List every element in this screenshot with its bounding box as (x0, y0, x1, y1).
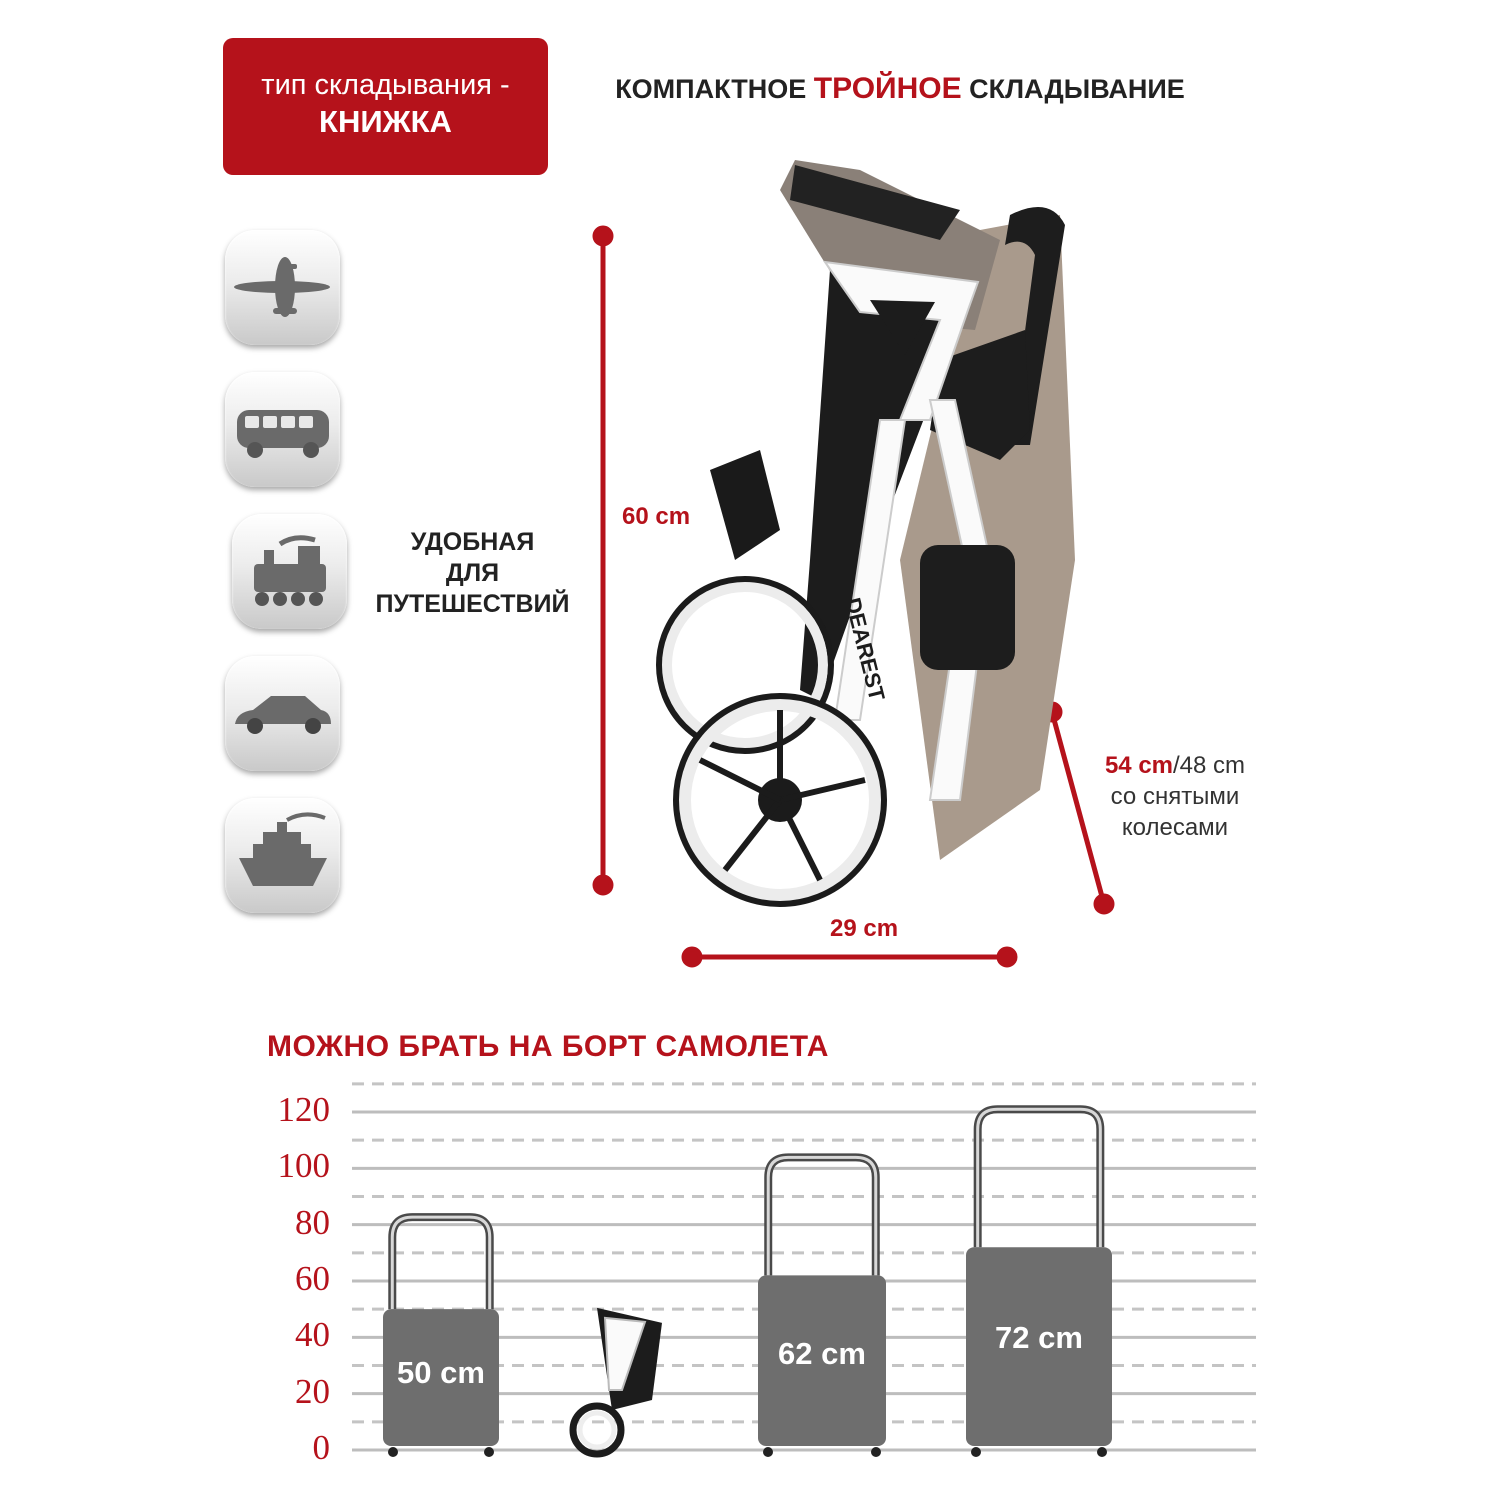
y-tick-label: 40 (295, 1315, 330, 1355)
width-label: 29 cm (830, 915, 899, 942)
y-tick-label: 120 (277, 1090, 330, 1129)
chart-title: МОЖНО БРАТЬ НА БОРТ САМОЛЕТА (267, 1030, 829, 1063)
travel-text-line3: ПУТЕШЕСТВИЙ (375, 590, 570, 618)
headline-part2: СКЛАДЫВАНИЕ (969, 74, 1185, 104)
depth-label: 54 cm (1104, 752, 1174, 779)
y-tick-label: 20 (295, 1371, 330, 1411)
suitcase-size-label: 72 cm (995, 1320, 1083, 1356)
stroller-bar (573, 1308, 662, 1454)
depth-note-line2: колесами (1121, 814, 1229, 841)
folding-type-value: КНИЖКА (319, 104, 452, 139)
suitcase-bar (966, 1109, 1112, 1457)
y-tick-label: 80 (295, 1202, 330, 1242)
headline-part1: КОМПАКТНОЕ (615, 74, 807, 104)
y-tick-label: 60 (295, 1259, 330, 1298)
height-label: 60 cm (622, 503, 691, 530)
depth-alt-label: /48 cm (1173, 752, 1246, 779)
y-tick-label: 0 (312, 1428, 330, 1467)
travel-text-line2: ДЛЯ (445, 559, 500, 587)
folding-type-label: тип складывания - (261, 69, 510, 101)
headline-accent: ТРОЙНОЕ (813, 72, 962, 105)
depth-note-line1: со снятыми (1110, 783, 1240, 810)
stroller-brand: DEAREST (840, 595, 890, 704)
suitcase-size-label: 62 cm (778, 1335, 866, 1371)
suitcase-size-label: 50 cm (397, 1354, 485, 1390)
suitcase-bar (758, 1157, 886, 1457)
y-tick-label: 100 (277, 1146, 330, 1186)
travel-text-line1: УДОБНАЯ (410, 528, 535, 556)
